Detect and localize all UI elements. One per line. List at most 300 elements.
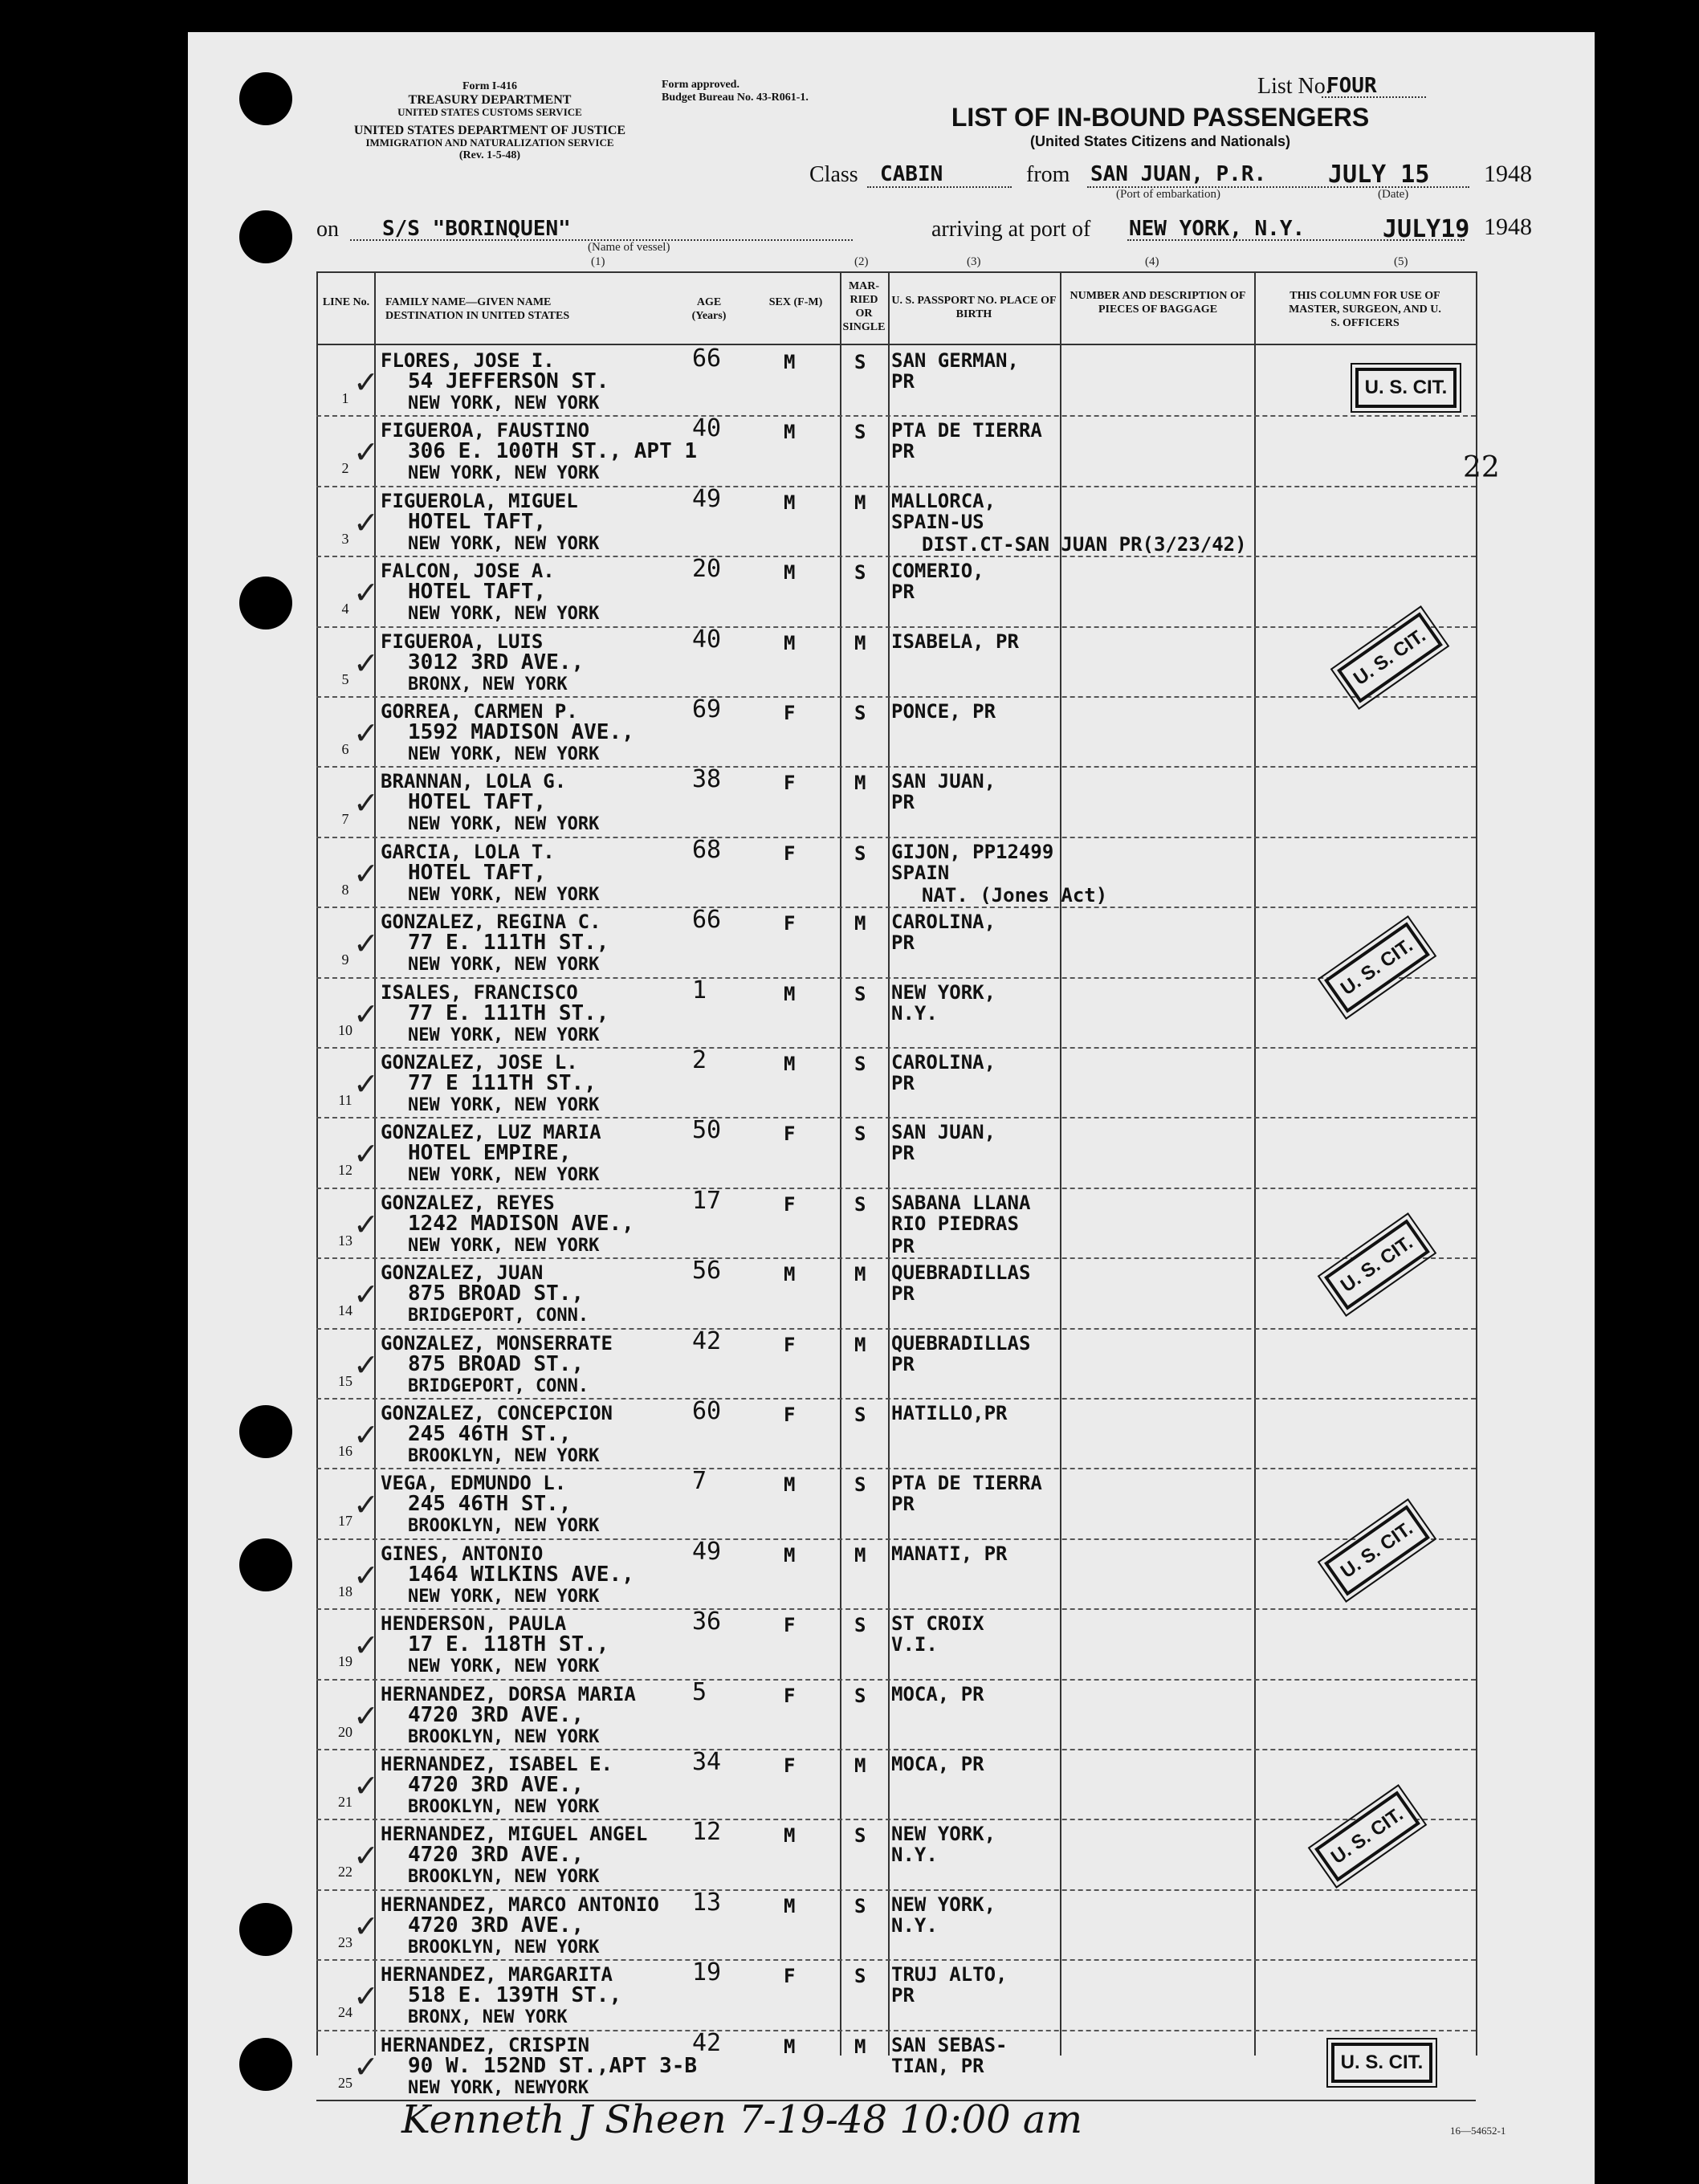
ins-service: IMMIGRATION AND NATURALIZATION SERVICE — [365, 136, 614, 149]
passenger-name: ISALES, FRANCISCO — [381, 980, 578, 1004]
passenger-sex: F — [784, 841, 796, 865]
destination-city: BROOKLYN, NEW YORK — [408, 1726, 600, 1747]
line-number: 6 — [341, 741, 349, 757]
checkmark: ✓ — [353, 1697, 379, 1734]
checkmark: ✓ — [353, 715, 379, 751]
birthplace-line1: HATILLO,PR — [891, 1402, 1008, 1424]
passenger-sex: M — [784, 561, 796, 585]
destination-street: 4720 3RD AVE., — [408, 1843, 585, 1868]
destination-city: NEW YORK, NEW YORK — [408, 1095, 600, 1115]
checkmark: ✓ — [353, 1136, 379, 1172]
row-divider — [316, 1959, 1476, 1961]
col-num-4: (4) — [1145, 255, 1159, 268]
birthplace-line1: PTA DE TIERRA — [891, 419, 1042, 442]
passenger-age: 5 — [692, 1677, 707, 1706]
marital-status: S — [854, 702, 866, 724]
customs-service: UNITED STATES CUSTOMS SERVICE — [397, 106, 582, 118]
inspector-signature: Kenneth J Sheen 7-19-48 10:00 am — [401, 2097, 1083, 2142]
checkmark: ✓ — [353, 1206, 379, 1242]
punch-hole — [239, 1903, 292, 1956]
marital-status: M — [854, 912, 866, 935]
checkmark: ✓ — [353, 1066, 379, 1102]
passenger-name: HERNANDEZ, MARCO ANTONIO — [381, 1893, 659, 1916]
col-rule — [888, 271, 890, 2056]
col-header-age: AGE (Years) — [691, 296, 727, 322]
line-number: 19 — [338, 1653, 352, 1670]
passenger-sex: F — [784, 1965, 796, 1988]
passenger-name: FIGUEROA, LUIS — [381, 630, 544, 653]
row-divider — [316, 415, 1476, 417]
birthplace-line3: PR — [891, 1234, 915, 1257]
birthplace-line2: PR — [891, 791, 915, 814]
list-no-label: List No. — [1257, 74, 1331, 99]
destination-street: 77 E. 111TH ST., — [408, 931, 609, 956]
line-number: 22 — [338, 1864, 352, 1880]
page-title: LIST OF IN-BOUND PASSENGERS — [951, 103, 1370, 132]
passenger-age: 68 — [692, 835, 722, 864]
marital-status: S — [854, 982, 866, 1005]
passenger-age: 1 — [692, 976, 707, 1004]
row-divider — [316, 1608, 1476, 1610]
marital-status: M — [854, 2035, 866, 2058]
col-header-passport: U. S. PASSPORT NO. PLACE OF BIRTH — [891, 295, 1057, 320]
birthplace-line1: SAN GERMAN, — [891, 349, 1019, 372]
marital-status: S — [854, 1614, 866, 1637]
birthplace-line1: SAN JUAN, — [891, 770, 996, 793]
passenger-name: BRANNAN, LOLA G. — [381, 770, 567, 793]
row-divider — [316, 1188, 1476, 1189]
birthplace-line1: QUEBRADILLAS — [891, 1331, 1031, 1355]
col-header-name: FAMILY NAME—GIVEN NAME DESTINATION IN UNITED STATES — [385, 296, 570, 322]
year-value: 1948 — [1484, 161, 1532, 187]
destination-city: NEW YORK, NEW YORK — [408, 1586, 600, 1607]
passenger-age: 20 — [692, 555, 722, 584]
passenger-age: 56 — [692, 1257, 722, 1286]
checkmark: ✓ — [353, 926, 379, 962]
port-embark-caption: (Port of embarkation) — [1116, 188, 1220, 201]
line-number: 23 — [338, 1933, 352, 1950]
arrive-date-value: JULY19 — [1383, 215, 1470, 243]
birthplace-line2: SPAIN — [891, 861, 950, 884]
from-value: SAN JUAN, P.R. — [1090, 162, 1267, 186]
col-header-sex: SEX (F-M) — [768, 296, 823, 308]
destination-city: BROOKLYN, NEW YORK — [408, 1867, 600, 1888]
passenger-name: FIGUEROLA, MIGUEL — [381, 489, 578, 512]
line-number: 12 — [338, 1162, 352, 1179]
row-divider — [316, 1257, 1476, 1259]
passenger-age: 40 — [692, 625, 722, 654]
passenger-age: 42 — [692, 1326, 722, 1355]
destination-street: 54 JEFFERSON ST. — [408, 369, 609, 393]
row-divider — [316, 907, 1476, 908]
col-rule — [1254, 271, 1256, 2056]
destination-city: BRIDGEPORT, CONN. — [408, 1306, 589, 1326]
checkmark: ✓ — [353, 785, 379, 821]
date-caption: (Date) — [1378, 188, 1409, 201]
us-citizen-stamp: U. S. CIT. — [1355, 368, 1457, 408]
checkmark: ✓ — [353, 1557, 379, 1593]
col-rule — [316, 271, 318, 2056]
row-divider — [316, 1749, 1476, 1750]
marital-status: M — [854, 772, 866, 795]
row-divider — [316, 766, 1476, 768]
destination-street: 90 W. 152ND ST.,APT 3-B — [408, 2053, 698, 2078]
passenger-age: 66 — [692, 344, 722, 373]
passenger-name: GONZALEZ, MONSERRATE — [381, 1331, 613, 1355]
marital-status: M — [854, 631, 866, 654]
vessel-caption: (Name of vessel) — [588, 241, 670, 254]
destination-street: HOTEL TAFT, — [408, 860, 547, 885]
line-number: 16 — [338, 1443, 352, 1459]
form-approved: Form approved. — [662, 79, 739, 91]
destination-street: 4720 3RD AVE., — [408, 1773, 585, 1797]
passenger-age: 66 — [692, 906, 722, 935]
checkmark: ✓ — [353, 645, 379, 681]
passenger-age: 60 — [692, 1397, 722, 1425]
line-number: 7 — [341, 811, 349, 828]
birthplace-line1: MOCA, PR — [891, 1753, 984, 1775]
birthplace-line2: PR — [891, 1282, 915, 1306]
budget-bureau: Budget Bureau No. 43-R061-1. — [662, 92, 809, 104]
row-divider — [316, 696, 1476, 698]
passenger-sex: F — [784, 1333, 796, 1356]
passenger-age: 49 — [692, 1537, 722, 1566]
passenger-name: GARCIA, LOLA T. — [381, 840, 555, 863]
birthplace-line1: SABANA LLANA — [891, 1191, 1031, 1214]
marital-status: S — [854, 1404, 866, 1426]
row-divider — [316, 1889, 1476, 1891]
port-line — [1127, 239, 1465, 241]
marital-status: S — [854, 1192, 866, 1216]
destination-city: BROOKLYN, NEW YORK — [408, 1937, 600, 1958]
us-citizen-stamp: U. S. CIT. — [1324, 1505, 1430, 1595]
destination-city: NEW YORK, NEW YORK — [408, 1025, 600, 1045]
line-number: 21 — [338, 1794, 352, 1810]
passenger-age: 17 — [692, 1186, 722, 1215]
line-number: 2 — [341, 460, 349, 477]
passenger-name: GONZALEZ, JUAN — [381, 1261, 544, 1285]
class-value: CABIN — [880, 162, 943, 186]
birthplace-line2: PR — [891, 581, 915, 604]
punch-hole — [239, 2038, 292, 2091]
destination-city: NEW YORK, NEW YORK — [408, 744, 600, 764]
destination-street: HOTEL EMPIRE, — [408, 1141, 572, 1166]
passenger-age: 7 — [692, 1467, 707, 1496]
checkmark: ✓ — [353, 1628, 379, 1664]
destination-city: NEW YORK, NEWYORK — [408, 2077, 589, 2098]
passenger-sex: F — [784, 1684, 796, 1707]
destination-street: HOTEL TAFT, — [408, 509, 547, 534]
passenger-sex: M — [784, 1824, 796, 1848]
us-citizen-stamp: U. S. CIT. — [1314, 1791, 1420, 1881]
passenger-age: 36 — [692, 1607, 722, 1636]
destination-city: BROOKLYN, NEW YORK — [408, 1446, 600, 1466]
passenger-sex: M — [784, 491, 796, 514]
col-rule — [840, 271, 841, 2056]
destination-city: NEW YORK, NEW YORK — [408, 814, 600, 835]
col-header-married: MAR-RIED OR SINGLE — [842, 280, 886, 333]
port-value: NEW YORK, N.Y. — [1129, 217, 1306, 241]
birthplace-line1: COMERIO, — [891, 560, 984, 583]
passenger-name: GONZALEZ, REGINA C. — [381, 911, 601, 934]
passenger-sex: F — [784, 1192, 796, 1216]
checkmark: ✓ — [353, 575, 379, 611]
table-top-rule — [316, 271, 1476, 273]
passenger-name: HERNANDEZ, DORSA MARIA — [381, 1682, 636, 1705]
passenger-name: GONZALEZ, CONCEPCION — [381, 1402, 613, 1424]
passenger-sex: F — [784, 1754, 796, 1777]
birthplace-line2: PR — [891, 1142, 915, 1165]
destination-street: 4720 3RD AVE., — [408, 1702, 585, 1727]
destination-street: 17 E. 118TH ST., — [408, 1632, 609, 1657]
row-divider — [316, 977, 1476, 979]
passenger-name: GINES, ANTONIO — [381, 1542, 544, 1565]
punch-hole — [239, 72, 292, 125]
on-label: on — [316, 217, 339, 242]
checkmark: ✓ — [353, 504, 379, 540]
birthplace-line2: N.Y. — [891, 1001, 938, 1025]
birthplace-line1: CAROLINA, — [891, 911, 996, 934]
passenger-name: GONZALEZ, JOSE L. — [381, 1051, 578, 1074]
us-citizen-stamp: U. S. CIT. — [1324, 922, 1430, 1013]
birthplace-line2: TIAN, PR — [891, 2054, 984, 2077]
line-number: 17 — [338, 1513, 352, 1530]
passenger-sex: F — [784, 1123, 796, 1146]
passenger-name: HERNANDEZ, CRISPIN — [381, 2033, 590, 2056]
destination-street: 77 E. 111TH ST., — [408, 1000, 609, 1025]
passenger-age: 13 — [692, 1888, 722, 1917]
destination-street: 77 E 111TH ST., — [408, 1071, 597, 1095]
passenger-age: 40 — [692, 414, 722, 443]
destination-street: 3012 3RD AVE., — [408, 650, 585, 674]
marital-status: S — [854, 1473, 866, 1497]
destination-city: NEW YORK, NEW YORK — [408, 393, 600, 414]
birthplace-line1: PONCE, PR — [891, 700, 996, 723]
checkmark: ✓ — [353, 1908, 379, 1944]
destination-street: 518 E. 139TH ST., — [408, 1983, 622, 2008]
col-header-officers: THIS COLUMN FOR USE OF MASTER, SURGEON, AND U. S. OFFICERS — [1289, 290, 1441, 329]
passenger-age: 19 — [692, 1958, 722, 1987]
birthplace-line2: PR — [891, 440, 915, 463]
justice-dept: UNITED STATES DEPARTMENT OF JUSTICE — [353, 124, 626, 137]
passenger-age: 69 — [692, 695, 722, 723]
passenger-name: GONZALEZ, REYES — [381, 1191, 555, 1214]
birthplace-line2: N.Y. — [891, 1844, 938, 1867]
passenger-name: FIGUEROA, FAUSTINO — [381, 419, 590, 442]
passenger-name: FALCON, JOSE A. — [381, 560, 555, 583]
us-citizen-stamp: U. S. CIT. — [1337, 612, 1443, 703]
row-divider — [316, 1398, 1476, 1400]
destination-street: HOTEL TAFT, — [408, 580, 547, 605]
marital-status: M — [854, 1333, 866, 1356]
birthplace-line1: TRUJ ALTO, — [891, 1963, 1008, 1986]
passenger-age: 38 — [692, 765, 722, 794]
marital-status: S — [854, 1123, 866, 1146]
line-number: 9 — [341, 951, 349, 968]
destination-city: NEW YORK, NEW YORK — [408, 955, 600, 976]
birthplace-line2: PR — [891, 1984, 915, 2007]
passenger-sex: M — [784, 1053, 796, 1075]
marital-status: S — [854, 421, 866, 444]
line-number: 5 — [341, 670, 349, 687]
checkmark: ✓ — [353, 1978, 379, 2015]
destination-street: 4720 3RD AVE., — [408, 1913, 585, 1937]
destination-city: BRONX, NEW YORK — [408, 2007, 568, 2028]
passenger-sex: F — [784, 702, 796, 724]
passenger-name: HERNANDEZ, MARGARITA — [381, 1963, 613, 1986]
destination-city: BRONX, NEW YORK — [408, 674, 568, 695]
row-divider — [316, 626, 1476, 628]
line-number: 18 — [338, 1583, 352, 1599]
class-line — [867, 186, 1012, 188]
birthplace-line1: NEW YORK, — [891, 1823, 996, 1846]
destination-street: 245 46TH ST., — [408, 1422, 572, 1446]
from-label: from — [1026, 162, 1070, 187]
us-citizen-stamp: U. S. CIT. — [1331, 2043, 1432, 2083]
passenger-sex: M — [784, 982, 796, 1005]
birthplace-line3: DIST.CT-SAN JUAN PR(3/23/42) — [922, 532, 1247, 556]
birthplace-line2: PR — [891, 1493, 915, 1516]
line-number: 24 — [338, 2004, 352, 2021]
birthplace-line2: V.I. — [891, 1633, 938, 1656]
marital-status: S — [854, 841, 866, 865]
birthplace-line2: RIO PIEDRAS — [891, 1212, 1019, 1235]
passenger-sex: F — [784, 1404, 796, 1426]
checkmark: ✓ — [353, 1768, 379, 1803]
col-num-5: (5) — [1394, 255, 1408, 268]
row-divider — [316, 1117, 1476, 1118]
destination-city: NEW YORK, NEW YORK — [408, 533, 600, 554]
passenger-sex: M — [784, 1263, 796, 1286]
passenger-sex: F — [784, 912, 796, 935]
marital-status: S — [854, 1053, 866, 1075]
passenger-age: 12 — [692, 1818, 722, 1847]
destination-city: NEW YORK, NEW YORK — [408, 1656, 600, 1677]
destination-street: 245 46TH ST., — [408, 1492, 572, 1517]
passenger-age: 2 — [692, 1046, 707, 1074]
passenger-sex: F — [784, 772, 796, 795]
birthplace-line1: NEW YORK, — [891, 1893, 996, 1916]
row-divider — [316, 1679, 1476, 1681]
passenger-age: 50 — [692, 1116, 722, 1145]
birthplace-line1: CAROLINA, — [891, 1051, 996, 1074]
passenger-sex: M — [784, 1473, 796, 1497]
row-divider — [316, 1328, 1476, 1330]
checkmark: ✓ — [353, 996, 379, 1032]
passenger-name: HERNANDEZ, ISABEL E. — [381, 1753, 613, 1775]
col-header-line: LINE No. — [322, 296, 370, 308]
passenger-sex: M — [784, 351, 796, 373]
passenger-name: GONZALEZ, LUZ MARIA — [381, 1121, 601, 1144]
birthplace-line2: SPAIN-US — [891, 510, 984, 533]
destination-city: NEW YORK, NEW YORK — [408, 463, 600, 484]
passenger-age: 34 — [692, 1748, 722, 1776]
revision: (Rev. 1-5-48) — [458, 149, 521, 161]
birthplace-line2: PR — [891, 931, 915, 955]
row-divider — [316, 1047, 1476, 1049]
marital-status: M — [854, 1543, 866, 1567]
birthplace-line2: N.Y. — [891, 1913, 938, 1937]
birthplace-line3: NAT. (Jones Act) — [922, 883, 1108, 907]
checkmark: ✓ — [353, 2048, 379, 2084]
page-subtitle: (United States Citizens and Nationals) — [1029, 133, 1291, 149]
marital-status: S — [854, 1824, 866, 1848]
birthplace-line1: SAN SEBAS- — [891, 2033, 1008, 2056]
col-num-1: (1) — [591, 255, 605, 268]
passenger-sex: M — [784, 421, 796, 444]
checkmark: ✓ — [353, 855, 379, 891]
class-label: Class — [809, 162, 858, 187]
birthplace-line1: MALLORCA, — [891, 489, 996, 512]
marital-status: S — [854, 1894, 866, 1917]
marital-status: M — [854, 1263, 866, 1286]
marital-status: S — [854, 561, 866, 585]
passenger-sex: M — [784, 1894, 796, 1917]
birthplace-line2: PR — [891, 1072, 915, 1094]
line-number: 8 — [341, 881, 349, 898]
margin-number: 22 — [1463, 451, 1500, 484]
row-divider — [316, 837, 1476, 838]
treasury-dept: TREASURY DEPARTMENT — [408, 93, 572, 107]
row-divider — [316, 486, 1476, 487]
destination-street: 306 E. 100TH ST., APT 1 — [408, 439, 698, 464]
marital-status: M — [854, 491, 866, 514]
marital-status: S — [854, 1965, 866, 1988]
passenger-age: 42 — [692, 2028, 722, 2057]
passenger-age: 49 — [692, 484, 722, 513]
row-divider — [316, 1538, 1476, 1540]
passenger-name: FLORES, JOSE I. — [381, 349, 555, 372]
arriving-label: arriving at port of — [931, 217, 1091, 242]
passenger-sex: M — [784, 2035, 796, 2058]
line-number: 13 — [338, 1232, 352, 1249]
destination-city: BROOKLYN, NEW YORK — [408, 1516, 600, 1537]
destination-street: 875 BROAD ST., — [408, 1351, 585, 1376]
arrive-year-value: 1948 — [1484, 214, 1532, 240]
line-number: 20 — [338, 1723, 352, 1740]
birthplace-line2: PR — [891, 370, 915, 393]
row-divider — [316, 2030, 1476, 2031]
destination-city: NEW YORK, NEW YORK — [408, 884, 600, 905]
birthplace-line1: ISABELA, PR — [891, 630, 1019, 653]
checkmark: ✓ — [353, 1347, 379, 1383]
line-number: 14 — [338, 1302, 352, 1319]
passenger-name: GORREA, CARMEN P. — [381, 700, 578, 723]
destination-street: 875 BROAD ST., — [408, 1281, 585, 1306]
us-citizen-stamp: U. S. CIT. — [1324, 1219, 1430, 1310]
marital-status: S — [854, 1684, 866, 1707]
destination-city: BRIDGEPORT, CONN. — [408, 1375, 589, 1396]
row-divider — [316, 1468, 1476, 1469]
destination-street: 1242 MADISON AVE., — [408, 1211, 634, 1236]
line-number: 15 — [338, 1372, 352, 1389]
list-no-line — [1322, 96, 1426, 98]
destination-street: 1592 MADISON AVE., — [408, 720, 634, 744]
destination-city: NEW YORK, NEW YORK — [408, 1235, 600, 1256]
passenger-name: HENDERSON, PAULA — [381, 1612, 567, 1636]
punch-hole — [239, 210, 292, 263]
punch-hole — [239, 1538, 292, 1591]
form-number: Form I-416 — [462, 80, 518, 92]
marital-status: S — [854, 351, 866, 373]
punch-hole — [239, 577, 292, 630]
destination-street: 1464 WILKINS AVE., — [408, 1562, 634, 1587]
birthplace-line1: MOCA, PR — [891, 1682, 984, 1705]
line-number: 4 — [341, 601, 349, 617]
destination-city: NEW YORK, NEW YORK — [408, 1165, 600, 1186]
checkmark: ✓ — [353, 1487, 379, 1523]
line-number: 3 — [341, 530, 349, 547]
